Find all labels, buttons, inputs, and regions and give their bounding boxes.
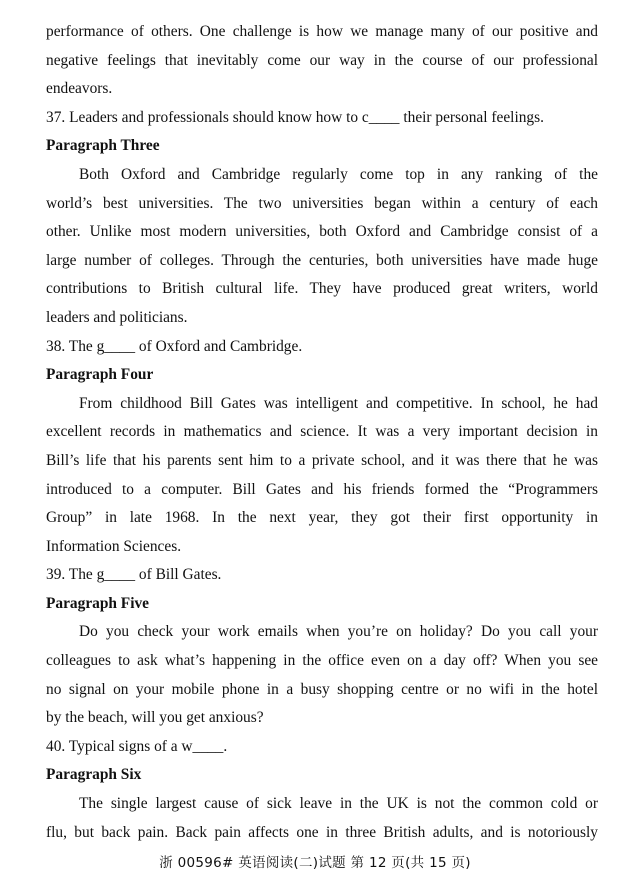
paragraph-three-line: world’s best universities. The two universities began within a century of each [46,194,598,212]
paragraph-three-line: large number of colleges. Through the centuries, both universities have made huge [46,251,598,269]
paragraph-two-line: performance of others. One challenge is how we manage many of our positive and [46,23,598,40]
paragraph-four-heading: Paragraph Four [46,366,154,384]
paragraph-four-line: From childhood Bill Gates was intelligent and competitive. In school, he had [79,394,598,412]
question-40: 40. Typical signs of a w____. [46,737,228,755]
page-footer: 浙 00596# 英语阅读(二)试题 第 12 页(共 15 页) [159,855,471,871]
paragraph-five-heading: Paragraph Five [46,594,150,612]
paragraph-four-line: Bill’s life that his parents sent him to a private school, and it was there that he was [46,451,598,469]
question-38: 38. The g____ of Oxford and Cambridge. [46,337,303,355]
paragraph-three-line: other. Unlike most modern universities, both Oxford and Cambridge consist of a [46,223,598,241]
paragraph-six-line: The single largest cause of sick leave in the UK is not the common cold or [79,795,598,813]
paragraph-four-line: excellent records in mathematics and science. It was a very important decision in [46,423,598,441]
paragraph-six-heading: Paragraph Six [46,766,142,784]
paragraph-four-line: introduced to a computer. Bill Gates and his friends formed the “Programmers [46,480,598,498]
paragraph-four-line: Information Sciences. [46,537,182,555]
paragraph-five-line: Do you check your work emails when you’re on holiday? Do you call your [79,623,598,641]
paragraph-six-line: flu, but back pain. Back pain affects one in three British adults, and is notoriously [46,823,598,841]
paragraph-five-line: by the beach, will you get anxious? [46,709,264,727]
paragraph-five-line: colleagues to ask what’s happening in the office even on a day off? When you see [46,652,598,670]
paragraph-five-line: no signal on your mobile phone in a busy shopping centre or no wifi in the hotel [46,680,598,698]
paragraph-two-line: endeavors. [46,80,113,98]
document-page [46,18,598,847]
paragraph-three-line: leaders and politicians. [46,308,188,326]
paragraph-two-line: negative feelings that inevitably come our way in the course of our professional [46,51,598,69]
paragraph-three-line: contributions to British cultural life. They have produced great writers, world [46,280,598,298]
paragraph-three-line: Both Oxford and Cambridge regularly come top in any ranking of the [79,165,598,183]
question-37: 37. Leaders and professionals should know how to c____ their personal feelings. [46,108,544,126]
paragraph-three-heading: Paragraph Three [46,137,160,155]
paragraph-four-line: Group” in late 1968. In the next year, they got their first opportunity in [46,509,598,527]
question-39: 39. The g____ of Bill Gates. [46,566,222,584]
